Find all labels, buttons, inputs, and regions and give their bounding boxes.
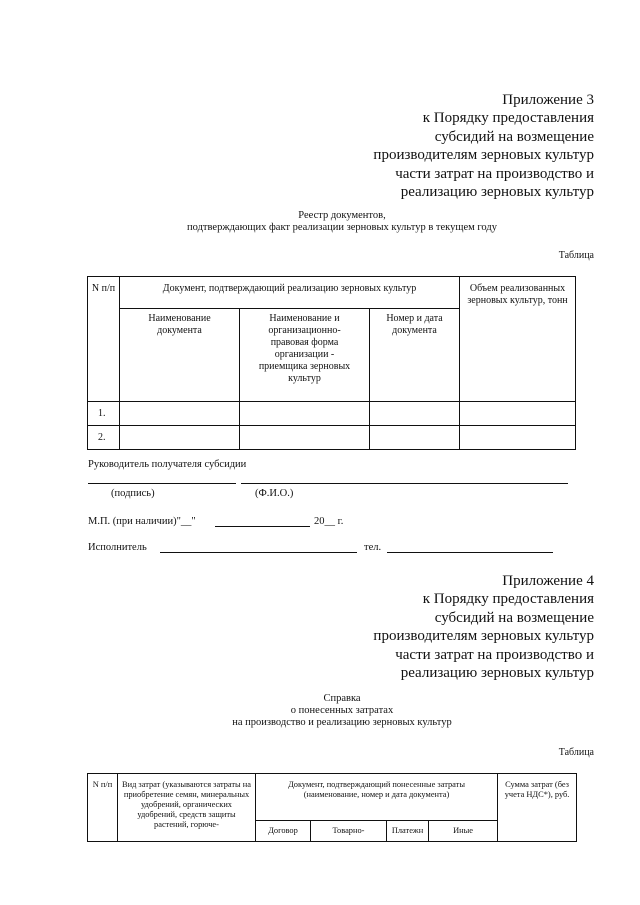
- appendix-3-heading-line: к Порядку предоставления: [422, 110, 594, 127]
- appendix-3-heading-line: Приложение 3: [502, 92, 594, 108]
- header-cost-type: Вид затрат (указываются затраты на приобретение семян, минеральных удобрений, органических удобрений, средств защиты растений, горюче-: [118, 774, 256, 842]
- appendix-3-title-line: Реестр документов,: [298, 210, 386, 221]
- document-registry-table: [87, 276, 576, 450]
- header-contract: Договор: [256, 821, 311, 842]
- header-sum: Сумма затрат (без учета НДС*), руб.: [498, 774, 577, 842]
- header-payment: Платежн: [387, 821, 429, 842]
- appendix-3-heading: [373, 91, 594, 201]
- appendix-3-heading-line: части затрат на производство и: [395, 165, 594, 182]
- date-line: [215, 526, 310, 527]
- table-cell: [120, 402, 240, 426]
- header-volume: Объем реализованных зерновых культур, тонн: [460, 277, 576, 402]
- appendix-3-heading-line: производителям зерновых культур: [373, 147, 594, 164]
- signature-line: [88, 483, 236, 484]
- stamp-label: М.П. (при наличии)"__": [88, 516, 196, 527]
- header-num: N п/п: [88, 774, 118, 842]
- appendix-4-heading-line: части затрат на производство и: [395, 646, 594, 663]
- header-organization: Наименование и организационно-правовая форма организации - приемщика зерновых культур: [240, 309, 370, 402]
- appendix-4-heading-line: реализацию зерновых культур: [400, 665, 594, 682]
- appendix-4-title-line: о понесенных затратах: [290, 705, 394, 716]
- phone-label: тел.: [364, 542, 382, 553]
- table-cell: [240, 426, 370, 450]
- appendix-4-heading-line: к Порядку предоставления: [422, 591, 594, 608]
- header-document: Документ, подтверждающий реализацию зерновых культур: [120, 277, 460, 309]
- full-name-line: [241, 483, 568, 484]
- year-text: 20__ г.: [314, 516, 344, 527]
- header-number-date: Номер и дата документа: [370, 309, 460, 402]
- table-cell: [370, 426, 460, 450]
- appendix-3-heading-line: реализацию зерновых культур: [400, 184, 594, 201]
- appendix-4-title: [22, 693, 640, 729]
- appendix-4-heading-line: производителям зерновых культур: [373, 628, 594, 645]
- header-document-name: Наименование документа: [120, 309, 240, 402]
- table-cell: [370, 402, 460, 426]
- appendix-3-table-label: Таблица: [558, 250, 594, 261]
- table-row: [88, 402, 576, 426]
- row-number: 2.: [88, 426, 120, 450]
- appendix-4-title-line: Справка: [323, 693, 361, 704]
- appendix-3-title-line: подтверждающих факт реализации зерновых культур в текущем году: [187, 222, 497, 233]
- header-document: Документ, подтверждающий понесенные затраты (наименование, номер и дата документа): [256, 774, 498, 821]
- appendix-4-title-line: на производство и реализацию зерновых культур: [232, 717, 452, 728]
- executor-line: [160, 552, 357, 553]
- appendix-4-table-label: Таблица: [558, 747, 594, 758]
- appendix-3-title: [22, 210, 640, 234]
- appendix-4-heading: [373, 572, 594, 682]
- appendix-3-heading-line: субсидий на возмещение: [434, 128, 594, 145]
- executor-label: Исполнитель: [88, 542, 147, 553]
- header-num: N п/п: [88, 277, 120, 402]
- full-name-caption: (Ф.И.О.): [255, 488, 294, 499]
- table-cell: [240, 402, 370, 426]
- header-other: Иные: [429, 821, 498, 842]
- table-cell: [120, 426, 240, 450]
- recipient-head-label: Руководитель получателя субсидии: [88, 459, 247, 470]
- phone-line: [387, 552, 553, 553]
- table-cell: [460, 402, 576, 426]
- table-row: [88, 426, 576, 450]
- signature-caption: (подпись): [111, 488, 155, 499]
- appendix-4-heading-line: Приложение 4: [502, 573, 594, 589]
- table-cell: [460, 426, 576, 450]
- header-waybill: Товарно-: [311, 821, 387, 842]
- appendix-4-heading-line: субсидий на возмещение: [434, 609, 594, 626]
- cost-statement-table: [87, 773, 577, 842]
- row-number: 1.: [88, 402, 120, 426]
